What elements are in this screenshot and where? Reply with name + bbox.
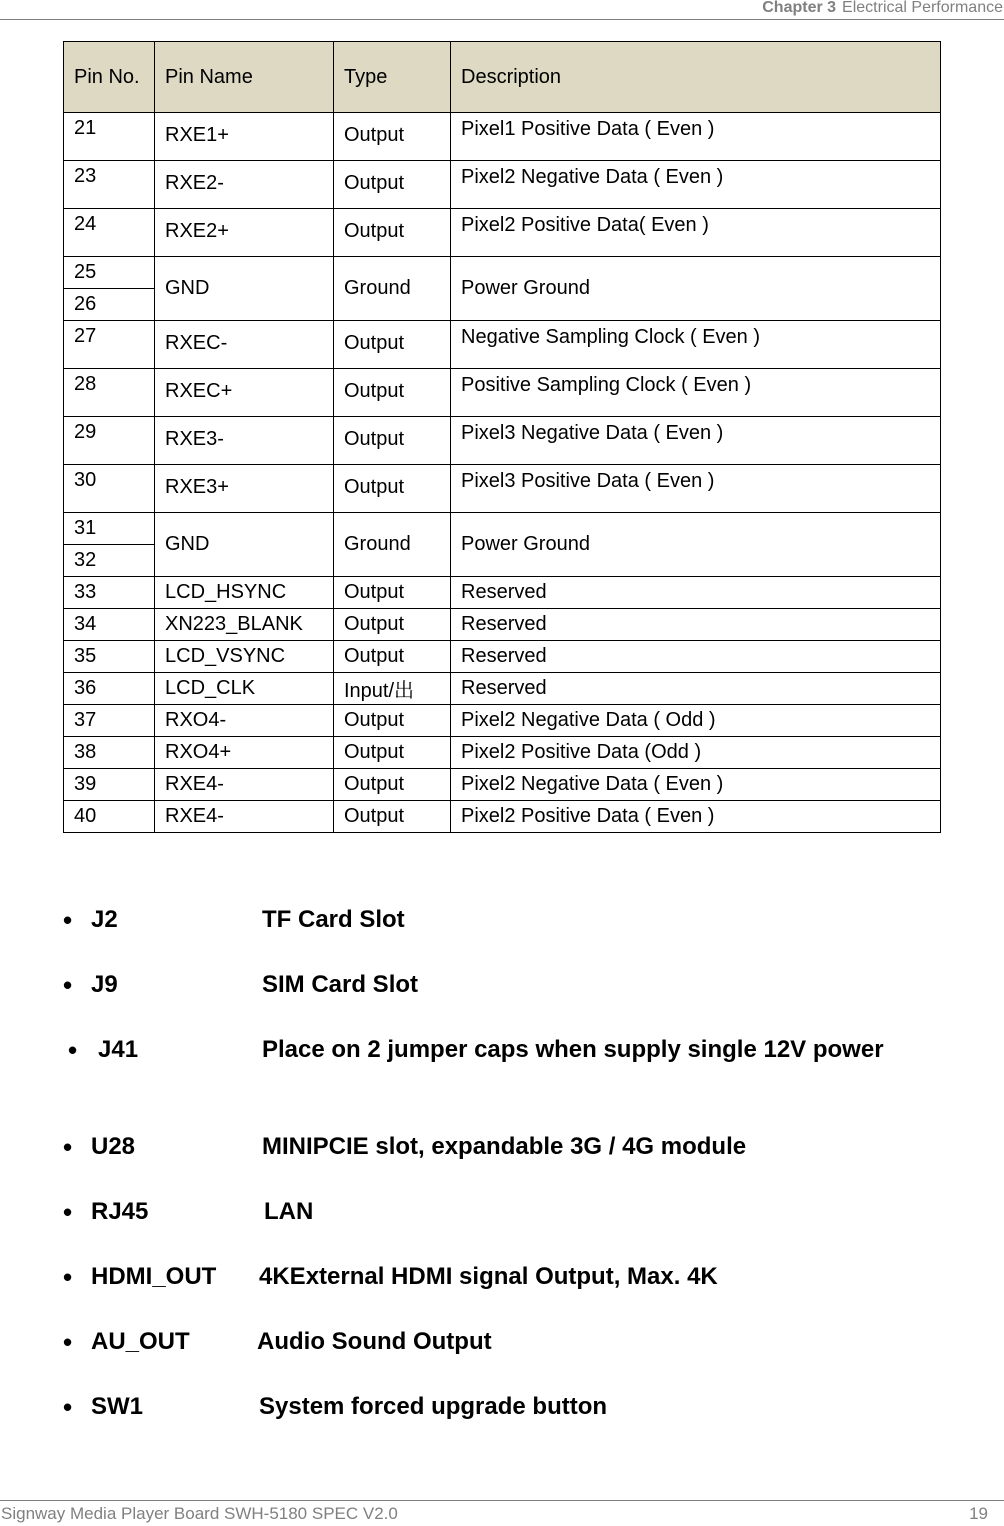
page-number: 19 [969,1504,988,1523]
pin-type: Output [334,577,451,609]
section-title: Electrical Performance [842,0,1003,16]
pin-name: RXE2+ [155,209,334,257]
connector-ref: AU_OUT [91,1328,190,1355]
list-item [63,905,963,935]
table-row [64,705,941,737]
pin-type: Ground [334,513,451,577]
bullet-icon: • [63,1197,73,1227]
pin-number: 27 [64,321,155,369]
bullet-icon: • [63,1132,73,1162]
pin-number: 21 [64,113,155,161]
table-row [64,209,941,257]
pin-name: RXE1+ [155,113,334,161]
table-row [64,113,941,161]
table-row [64,257,941,289]
column-header-pin-name: Pin Name [155,42,334,113]
pin-description: Reserved [451,641,941,673]
pin-description: Pixel2 Positive Data ( Even ) [451,801,941,833]
table-row [64,465,941,513]
table-row [64,801,941,833]
pin-number: 29 [64,417,155,465]
pin-type: Output [334,465,451,513]
pin-description: Reserved [451,673,941,705]
pin-description: Pixel3 Negative Data ( Even ) [451,417,941,465]
pin-name: RXE2- [155,161,334,209]
pin-description: Pixel2 Negative Data ( Even ) [451,769,941,801]
pin-number: 34 [64,609,155,641]
connector-ref: SW1 [91,1393,144,1420]
pin-type: Output [334,321,451,369]
pin-type: Output [334,801,451,833]
column-header-pin-no: Pin No. [64,42,155,113]
column-header-description: Description [451,42,941,113]
pin-number: 32 [64,545,155,577]
bullet-icon: • [63,1262,73,1292]
pin-name: GND [155,257,334,321]
connector-ref: J9 [91,971,118,998]
pin-number: 37 [64,705,155,737]
pin-description: Pixel1 Positive Data ( Even ) [451,113,941,161]
bullet-icon: • [63,905,73,935]
pin-description: Pixel2 Positive Data( Even ) [451,209,941,257]
table-row [64,369,941,417]
pin-name: LCD_CLK [155,673,334,705]
pin-number: 23 [64,161,155,209]
pin-type: Output [334,113,451,161]
pin-table [63,41,941,833]
pin-type: Output [334,161,451,209]
connector-description: Place on 2 jumper caps when supply single 12V power [262,1036,884,1063]
pin-number: 31 [64,513,155,545]
pin-description: Pixel2 Negative Data ( Odd ) [451,705,941,737]
pin-description: Power Ground [451,257,941,321]
pin-name: RXO4+ [155,737,334,769]
bullet-icon: • [63,970,73,1000]
bullet-icon: • [68,1035,78,1065]
list-item [63,1327,963,1357]
pin-number: 25 [64,257,155,289]
table-row [64,161,941,209]
table-row [64,321,941,369]
pin-type: Output [334,641,451,673]
pin-name: LCD_VSYNC [155,641,334,673]
pin-description: Negative Sampling Clock ( Even ) [451,321,941,369]
pin-description: Pixel3 Positive Data ( Even ) [451,465,941,513]
table-row [64,737,941,769]
pin-name: RXE4- [155,801,334,833]
column-header-type: Type [334,42,451,113]
pin-number: 38 [64,737,155,769]
connector-ref: J41 [98,1036,139,1063]
connector-description: LAN [264,1198,314,1225]
connector-description: MINIPCIE slot, expandable 3G / 4G module [262,1133,747,1160]
pin-name: RXE3- [155,417,334,465]
pin-description: Pixel2 Positive Data (Odd ) [451,737,941,769]
table-row [64,417,941,465]
pin-number: 36 [64,673,155,705]
pin-number: 26 [64,289,155,321]
document-title: Signway Media Player Board SWH-5180 SPEC V2.0 [1,1504,398,1523]
table-row [64,769,941,801]
connector-description: System forced upgrade button [259,1393,608,1420]
pin-description: Pixel2 Negative Data ( Even ) [451,161,941,209]
connector-ref: J2 [91,906,118,933]
pin-type: Output [334,417,451,465]
pin-number: 39 [64,769,155,801]
pin-name: RXE3+ [155,465,334,513]
connector-description: Audio Sound Output [257,1328,492,1355]
pin-description: Positive Sampling Clock ( Even ) [451,369,941,417]
list-item [68,1035,968,1065]
connector-ref: U28 [91,1133,136,1160]
pin-number: 28 [64,369,155,417]
pin-number: 35 [64,641,155,673]
pin-name: RXEC+ [155,369,334,417]
connector-description: SIM Card Slot [262,971,419,998]
table-row [64,641,941,673]
pin-type: Input/出 [334,673,451,705]
pin-name: XN223_BLANK [155,609,334,641]
list-item [63,970,963,1000]
pin-number: 33 [64,577,155,609]
page-footer [0,1500,1004,1526]
bullet-icon: • [63,1392,73,1422]
pin-number: 30 [64,465,155,513]
connector-description: 4KExternal HDMI signal Output, Max. 4K [259,1263,718,1290]
pin-type: Ground [334,257,451,321]
table-row [64,609,941,641]
page-header [0,0,1004,20]
pin-name: LCD_HSYNC [155,577,334,609]
pin-number: 24 [64,209,155,257]
connector-ref: HDMI_OUT [91,1263,217,1290]
pin-name: RXEC- [155,321,334,369]
pin-type: Output [334,209,451,257]
list-item [63,1262,963,1292]
pin-name: GND [155,513,334,577]
pin-name: RXO4- [155,705,334,737]
table-header-row [64,42,941,113]
pin-description: Reserved [451,577,941,609]
chapter-label: Chapter 3 [762,0,837,16]
list-item [63,1392,963,1422]
list-item [63,1132,963,1162]
pin-type: Output [334,737,451,769]
table-row [64,513,941,545]
table-row [64,673,941,705]
pin-type: Output [334,705,451,737]
connector-description: TF Card Slot [262,906,405,933]
pin-description: Power Ground [451,513,941,577]
bullet-icon: • [63,1327,73,1357]
pin-number: 40 [64,801,155,833]
pin-type: Output [334,369,451,417]
pin-description: Reserved [451,609,941,641]
connector-ref: RJ45 [91,1198,149,1225]
pin-name: RXE4- [155,769,334,801]
list-item [63,1197,963,1227]
pin-type: Output [334,609,451,641]
pin-type: Output [334,769,451,801]
table-row [64,577,941,609]
